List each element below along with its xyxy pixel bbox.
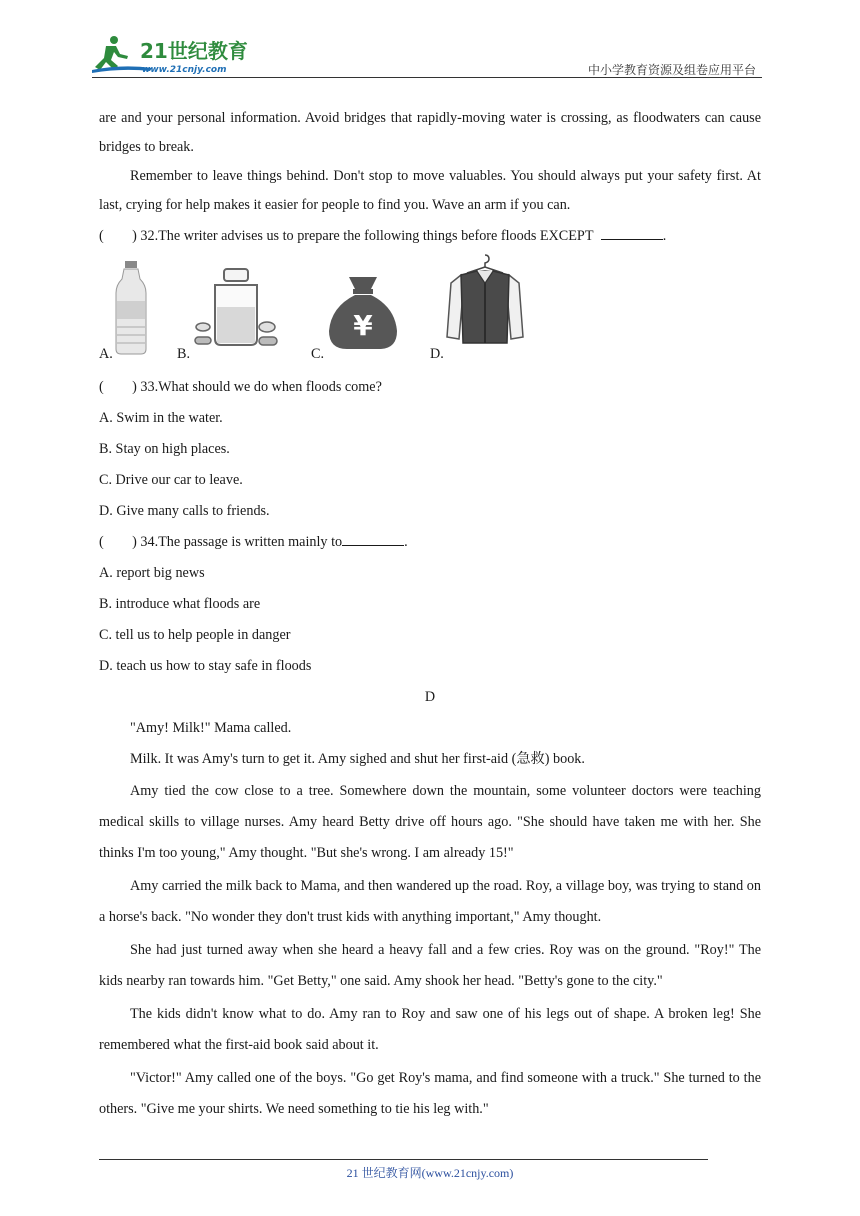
- passage-d-paragraph: "Amy! Milk!" Mama called.: [130, 720, 292, 736]
- option-a: A. report big news: [99, 565, 205, 581]
- page-header: [92, 30, 762, 80]
- question-end: .: [404, 534, 408, 550]
- question-32: [99, 222, 761, 251]
- passage-d-paragraph: "Victor!" Amy called one of the boys. "Go get Roy's mama, and find someone with a truck." She turned to the others. "Give me your shirts. We need something to tie his leg with.": [99, 1070, 761, 1117]
- question-text: 32.The writer advises us to prepare the following things before floods EXCEPT: [140, 228, 597, 244]
- q32-picture-options: [99, 253, 761, 371]
- option-c-label: C.: [311, 346, 325, 362]
- option-d-label: D.: [430, 346, 444, 362]
- passage-d-paragraph: Amy carried the milk back to Mama, and then wandered up the road. Roy, a village boy, was trying to stand on a horse's back. "No wonder they don't trust kids with anything important," Amy thought.: [99, 878, 761, 925]
- logo-url: www.21cnjy.com: [142, 65, 227, 75]
- answer-blank: [342, 531, 404, 546]
- option-b-label: B.: [177, 346, 191, 362]
- page-content: [99, 104, 761, 1125]
- footer-divider: [99, 1159, 708, 1160]
- question-34: [99, 528, 761, 557]
- option-b: B. Stay on high places.: [99, 441, 230, 457]
- medicine-icon: [193, 267, 281, 353]
- yuan-symbol: ¥: [353, 309, 373, 342]
- money-bag-icon: [327, 275, 399, 351]
- passage-c-paragraph: are and your personal information. Avoid bridges that rapidly-moving water is crossing, as floodwaters can cause bridges to break.: [99, 110, 761, 155]
- question-33: [99, 373, 761, 402]
- option-c: C. tell us to help people in danger: [99, 627, 291, 643]
- option-d: D. Give many calls to friends.: [99, 503, 270, 519]
- logo-text: 21世纪教育: [140, 39, 248, 63]
- option-c: C. Drive our car to leave.: [99, 472, 243, 488]
- passage-c-paragraph: Remember to leave things behind. Don't stop to move valuables. You should always put your safety first. At last, crying for help makes it easier for people to find you. Wave an arm if you can.: [99, 168, 761, 213]
- page-footer: 21 世纪教育网(www.21cnjy.com): [346, 1166, 514, 1180]
- header-divider: [92, 77, 762, 78]
- option-a: A. Swim in the water.: [99, 410, 223, 426]
- question-text: 34.The passage is written mainly to: [140, 534, 343, 550]
- answer-paren: ( ): [99, 228, 137, 244]
- answer-paren: ( ): [99, 379, 137, 395]
- passage-d-paragraph: Amy tied the cow close to a tree. Somewhere down the mountain, some volunteer doctors were teaching medical skills to village nurses. Amy heard Betty drive off hours ago. "She should have taken me with her. She thinks I'm too young," Amy thought. "But she's wrong. I am already 15!": [99, 783, 761, 861]
- passage-d-paragraph: She had just turned away when she heard a heavy fall and a few cries. Roy was on the ground. "Roy!" The kids nearby ran towards him. "Get Betty," one said. Amy shook her head. "Betty's gone to the city.": [99, 942, 761, 989]
- site-logo: [92, 34, 262, 76]
- option-b: B. introduce what floods are: [99, 596, 261, 612]
- question-end: .: [662, 228, 667, 244]
- answer-paren: ( ): [99, 534, 137, 550]
- jacket-icon: [445, 253, 525, 349]
- option-d: D. teach us how to stay safe in floods: [99, 658, 312, 674]
- option-a-label: A.: [99, 346, 113, 362]
- answer-blank: [601, 225, 663, 240]
- question-text: 33.What should we do when floods come?: [140, 379, 382, 395]
- passage-d-paragraph: Milk. It was Amy's turn to get it. Amy sighed and shut her first-aid (急救) book.: [130, 751, 585, 767]
- passage-d-paragraph: The kids didn't know what to do. Amy ran to Roy and saw one of his legs out of shape. A broken leg! She remembered what the first-aid book said about it.: [99, 1006, 761, 1053]
- platform-name: 中小学教育资源及组卷应用平台: [587, 63, 756, 77]
- water-bottle-icon: [114, 261, 148, 355]
- section-title: D: [424, 689, 436, 705]
